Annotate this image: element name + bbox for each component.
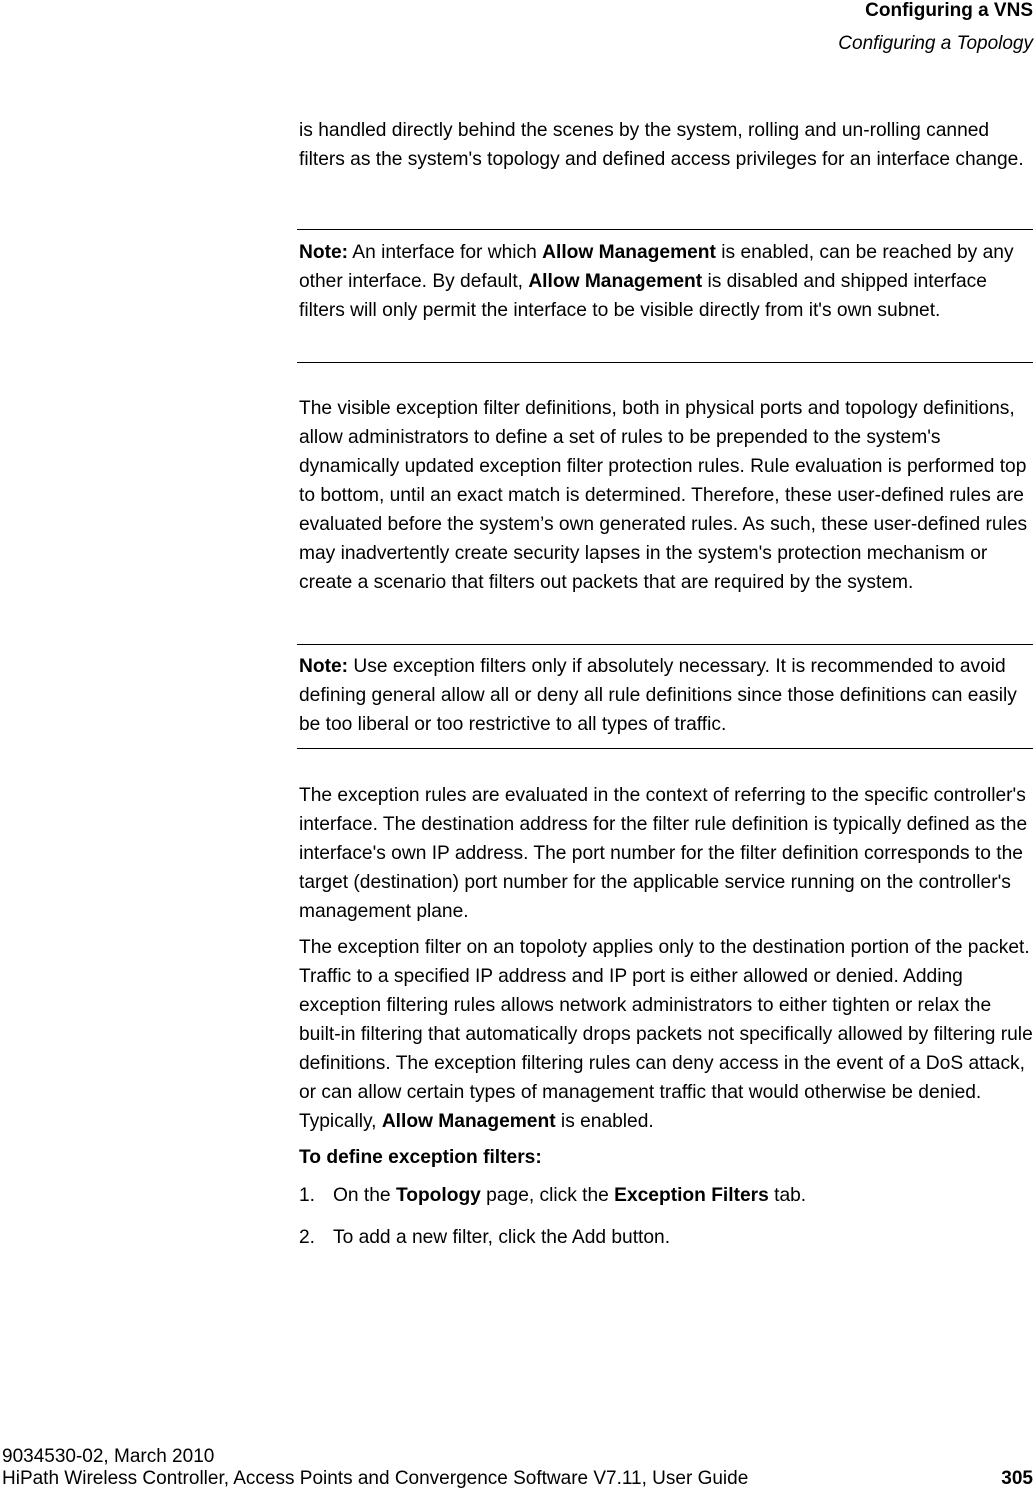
note-label: Note: [299,656,349,677]
footer-doc-id: 9034530-02, March 2010 [2,1446,215,1467]
running-header-chapter: Configuring a VNS [865,0,1033,21]
note-rule-top [297,229,1033,230]
running-header-section: Configuring a Topology [838,33,1033,54]
exception-rules-context-paragraph: The exception rules are evaluated in the context of referring to the specific controller's interface. The destination address for the filter rule definition is typically defined as the interface's own IP address. The port number for the filter definition corresponds to the target (destination) port number for the applicable service running on the controller's management plane. [299,785,1028,922]
procedure-step-1: 1. On the Topology page, click the Exception Filters tab. [299,1185,807,1206]
note-rule-bottom [297,362,1033,363]
footer-guide-title: HiPath Wireless Controller, Access Points and Convergence Software V7.11, User Guide [2,1468,749,1489]
exception-filter-topology-paragraph: The exception filter on an topoloty applies only to the destination portion of the packet. Traffic to a specified IP address and IP port is either allowed or denied. Adding exception filtering rules allows network administrators to either tighten or relax the built-in filtering that automatically drops packets not specifically allowed by filtering rule definitions. The exception filtering rules can deny access in the event of a DoS attack, or can allow certain types of management traffic that would otherwise be denied. Typically, Allow Management is enabled. [299,937,1033,1132]
exception-filter-definitions-paragraph: The visible exception filter definitions, both in physical ports and topology definitions, allow administrators to define a set of rules to be prepended to the system's dynamically updated exception filter protection rules. Rule evaluation is performed top to bottom, until an exact match is determined. Therefore, these user-defined rules are evaluated before the system’s own generated rules. As such, these user-defined rules may inadvertently create security lapses in the system's protection mechanism or create a scenario that filters out packets that are required by the system. [299,398,1028,593]
page-number: 305 [1001,1468,1033,1489]
note-allow-management: Note: An interface for which Allow Management is enabled, can be reached by any other interface. By default, Allow Management is disabled and shipped interface filters will only permit the interface to be visible directly from it's own subnet. [299,242,1014,321]
note-rule-bottom [297,748,1033,749]
note-use-exception-filters: Note: Use exception filters only if absolutely necessary. It is recommended to avoid defining general allow all or deny all rule definitions since those definitions can easily be too liberal or too restrictive to all types of traffic. [299,656,1017,735]
note-label: Note: [299,242,349,263]
intro-paragraph: is handled directly behind the scenes by the system, rolling and un-rolling canned filters as the system's topology and defined access privileges for an interface change. [299,120,1024,170]
procedure-heading: To define exception filters: [299,1147,542,1168]
procedure-step-2: 2. To add a new filter, click the Add button. [299,1227,671,1248]
note-rule-top [297,644,1033,645]
